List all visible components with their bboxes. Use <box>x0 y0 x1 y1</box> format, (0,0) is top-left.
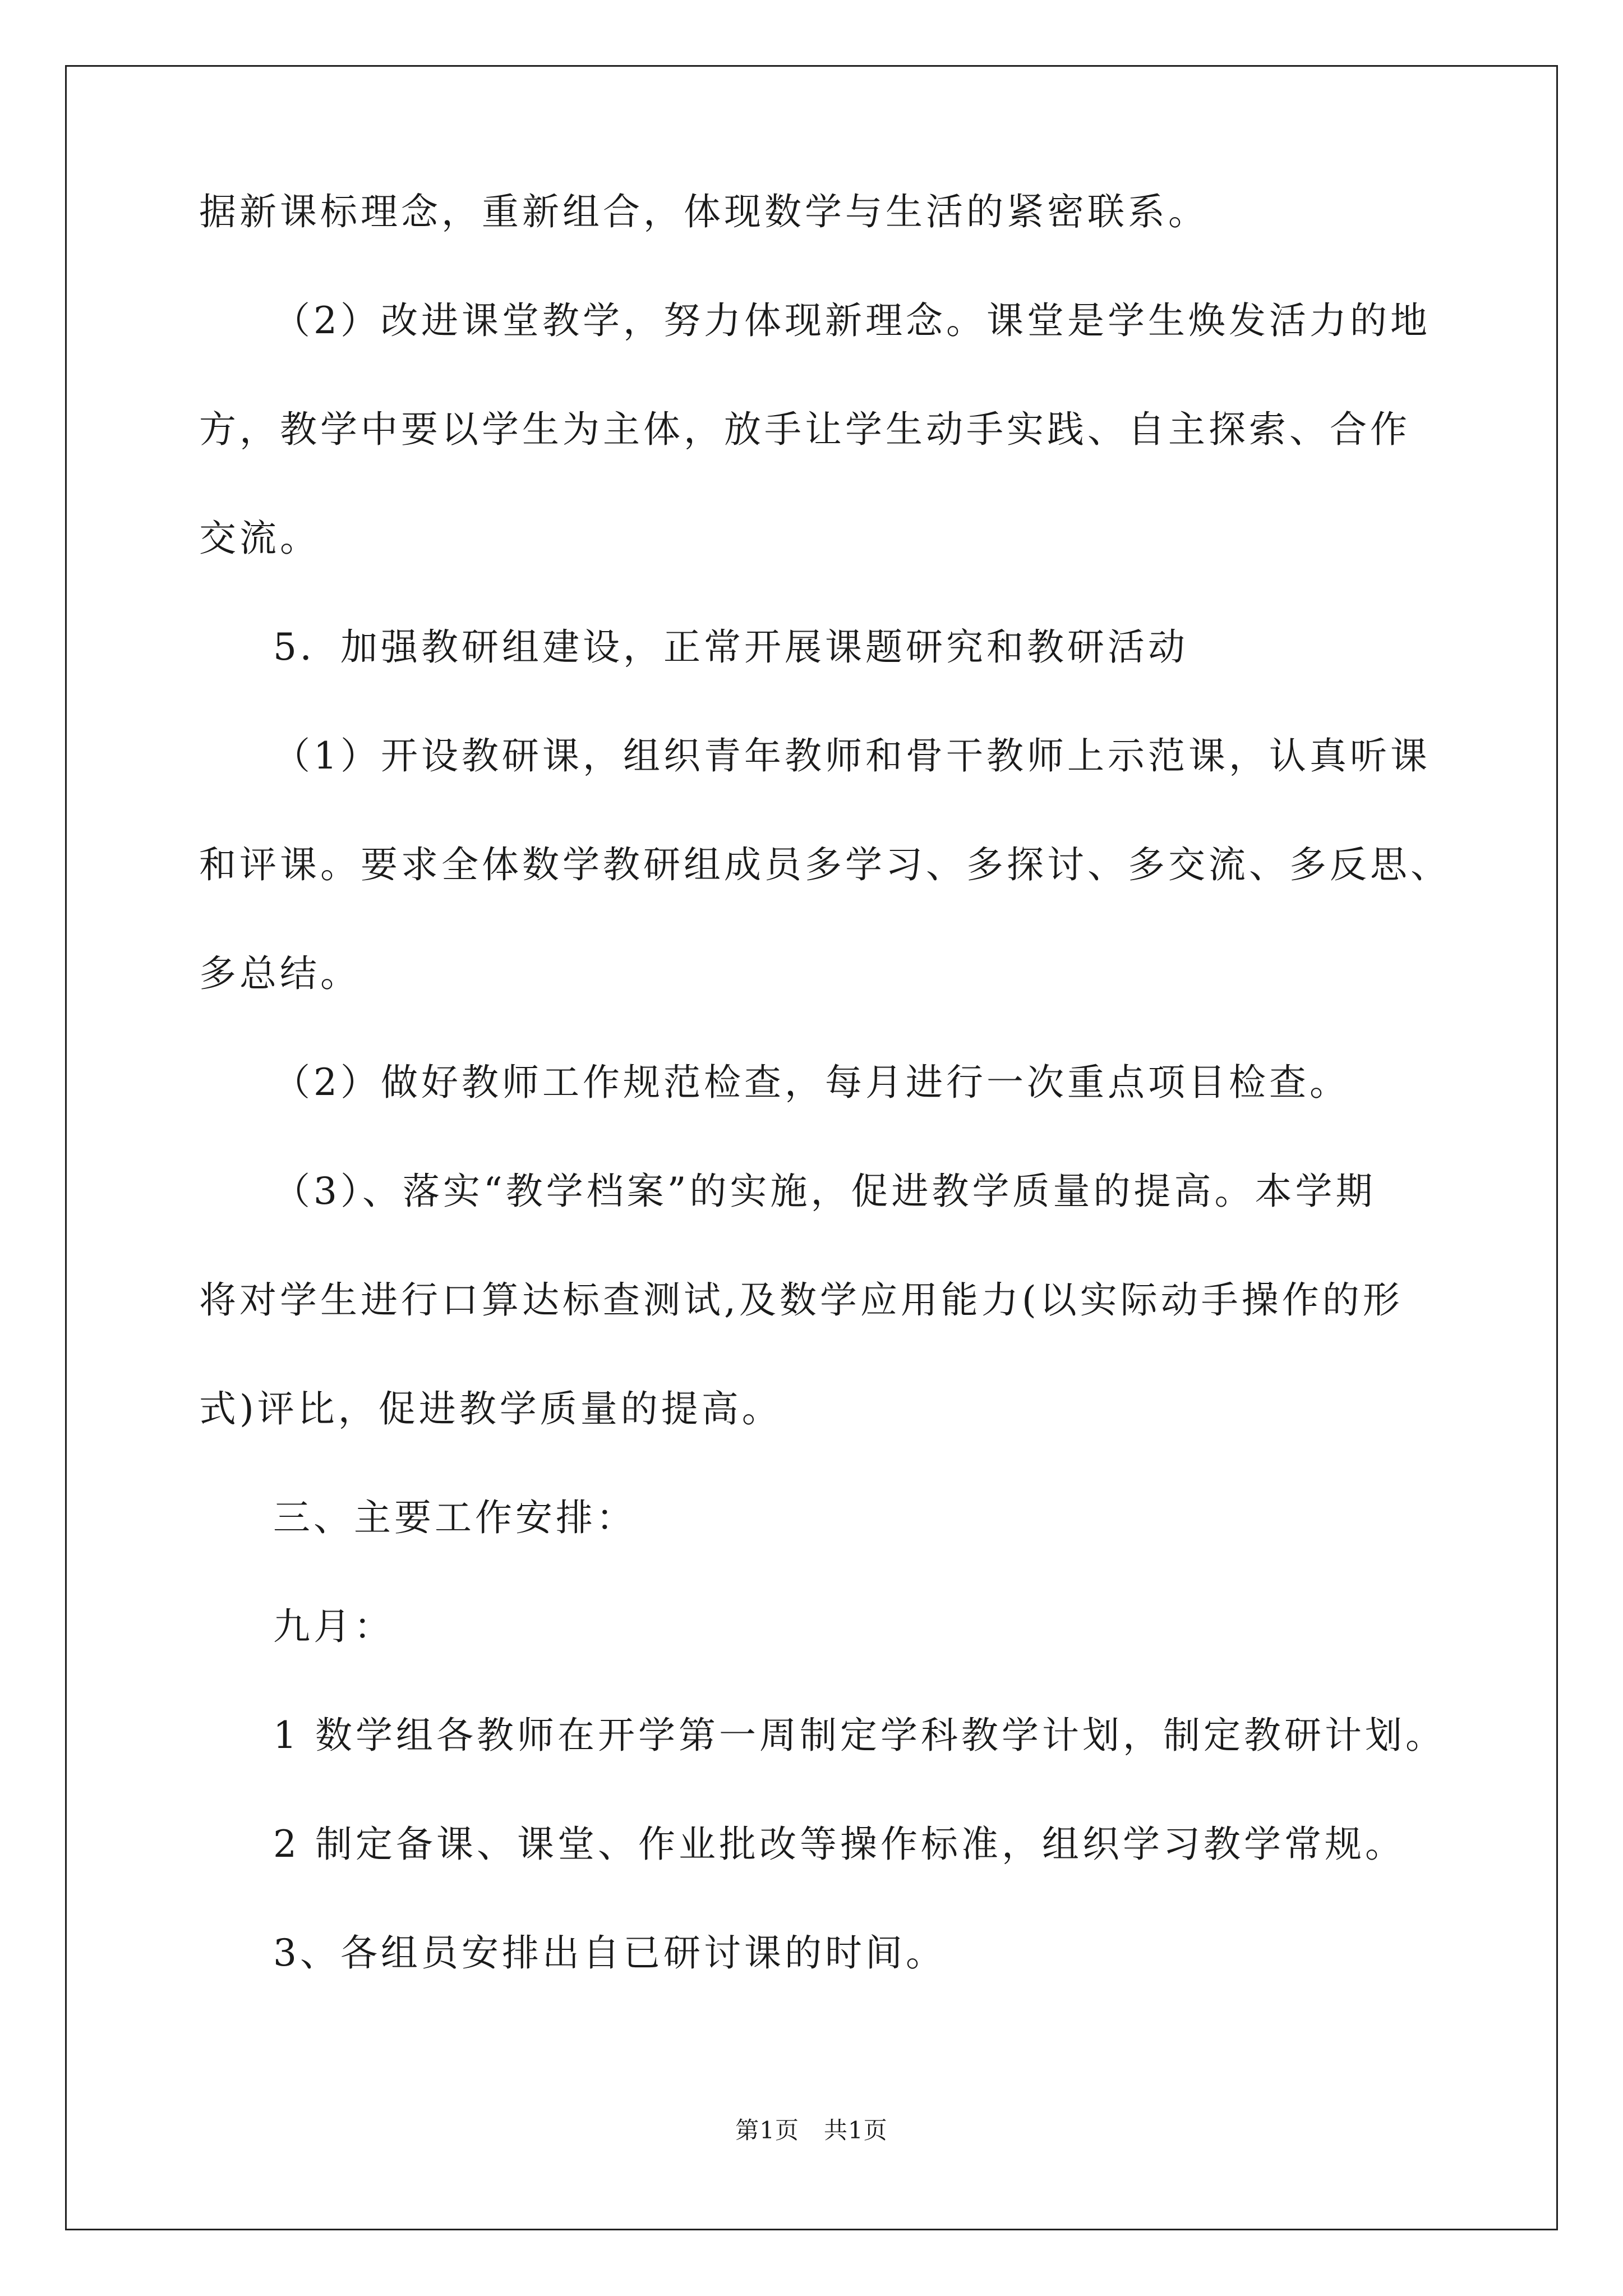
text-line: 多总结。 <box>199 952 361 995</box>
text-line: 方，教学中要以学生为主体，放手让学生动手实践、自主探索、合作 <box>199 408 1410 451</box>
text-line: 式)评比，促进教学质量的提高。 <box>199 1387 782 1430</box>
text-line: （1）开设教研课，组织青年教师和骨干教师上示范课，认真听课 <box>273 734 1431 777</box>
text-line: （3）、落实“教学档案”的实施，促进教学质量的提高。本学期 <box>273 1170 1376 1213</box>
text-line: 和评课。要求全体数学教研组成员多学习、多探讨、多交流、多反思、 <box>199 843 1451 886</box>
page-footer <box>0 2116 1623 2144</box>
page-number: 第1页 <box>735 2116 799 2144</box>
text-line: （2）做好教师工作规范检查，每月进行一次重点项目检查。 <box>273 1061 1350 1104</box>
text-line: 三、主要工作安排： <box>273 1496 637 1539</box>
text-line: 据新课标理念，重新组合，体现数学与生活的紧密联系。 <box>199 190 1209 233</box>
text-line: 1 数学组各教师在开学第一周制定学科教学计划，制定教研计划。 <box>273 1714 1446 1757</box>
page-total: 共1页 <box>824 2116 888 2144</box>
text-line: 2 制定备课、课堂、作业批改等操作标准，组织学习教学常规。 <box>273 1823 1405 1866</box>
text-line: 3、各组员安排出自已研讨课的时间。 <box>273 1931 946 1975</box>
text-line: 九月： <box>273 1605 394 1648</box>
text-line: （2）改进课堂教学，努力体现新理念。课堂是学生焕发活力的地 <box>273 299 1431 342</box>
document-body <box>199 190 1451 2044</box>
text-line: 交流。 <box>199 517 320 560</box>
text-line: 5．加强教研组建设，正常开展课题研究和教研活动 <box>273 625 1188 669</box>
text-line: 将对学生进行口算达标查测试,及数学应用能力(以实际动手操作的形 <box>199 1278 1403 1322</box>
